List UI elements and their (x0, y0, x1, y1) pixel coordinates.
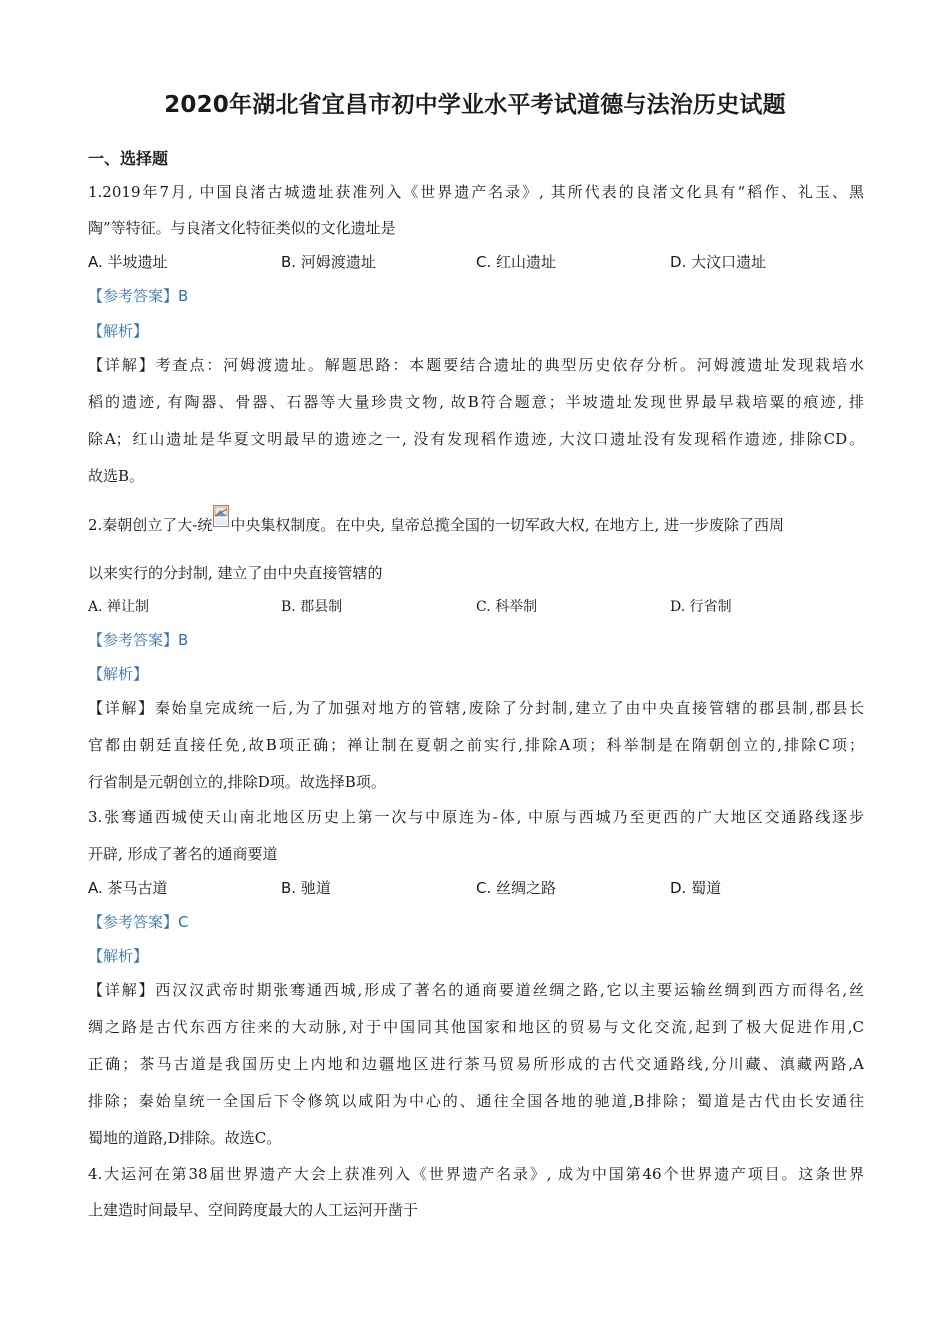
question-3-option-c: C. 丝绸之路 (476, 879, 557, 897)
question-3-option-d: D. 蜀道 (670, 879, 722, 897)
question-3-option-a: A. 茶马古道 (88, 879, 168, 897)
question-1-detail-line-3: 除A；红山遗址是华夏文明最早的遗迹之一, 没有发现稻作遗迹, 大汶口遗址没有发现稻作遗迹, 排除CD。 (88, 430, 864, 448)
section-heading: 一、选择题 (88, 149, 169, 168)
question-3-detail-line-5: 蜀地的道路,D排除。故选C。 (88, 1129, 282, 1147)
question-1-option-c: C. 红山遗址 (476, 253, 557, 271)
question-3-detail-line-2: 绸之路是古代东西方往来的大动脉,对于中国同其他国家和地区的贸易与文化交流,起到了极大促进作用,C (88, 1018, 864, 1036)
question-1-analysis-label: 【解析】 (88, 322, 149, 340)
question-1-stem-line-1: 1.2019年7月, 中国良渚古城遗址获准列入《世界遗产名录》, 其所代表的良渚文化具有“稻作、礼玉、黑 (88, 183, 864, 201)
question-1-answer: 【参考答案】B (88, 287, 189, 305)
question-2-stem-part-b: 中央集权制度。在中央, 皇帝总揽全国的一切军政大权, 在地方上, 进一步废除了西周 (230, 516, 785, 534)
question-1-stem-line-2: 陶”等特征。与良渚文化特征类似的文化遗址是 (88, 219, 396, 237)
question-1-detail-line-1: 【详解】考查点：河姆渡遗址。解题思路：本题要结合遗址的典型历史依存分析。河姆渡遗址发现栽培水 (88, 356, 864, 374)
question-2-detail-line-1: 【详解】秦始皇完成统一后,为了加强对地方的管辖,废除了分封制,建立了由中央直接管辖的郡县制,郡县长 (88, 699, 864, 717)
question-2-option-a: A. 禅让制 (88, 599, 150, 615)
question-4-stem-line-1: 4.大运河在第38届世界遗产大会上获准列入《世界遗产名录》, 成为中国第46个世界遗产项目。这条世界 (88, 1165, 864, 1183)
question-1-detail-line-4: 故选B。 (88, 467, 145, 485)
question-2-stem-part-a: 2.秦朝创立了大-统 (88, 516, 213, 534)
question-3-option-b: B. 驰道 (281, 879, 331, 897)
question-3-detail-line-1: 【详解】西汉汉武帝时期张骞通西城,形成了著名的通商要道丝绸之路,它以主要运输丝绸到西方而得名,丝 (88, 981, 864, 999)
question-2-stem-line-2: 以来实行的分封制, 建立了由中央直接管辖的 (88, 564, 383, 582)
question-2-stem-line-1 (88, 513, 864, 535)
question-1-detail-line-2: 稻的遗迹, 有陶器、骨器、石器等大量珍贵文物, 故B符合题意；半坡遗址发现世界最早栽培粟的痕迹, 排 (88, 393, 864, 411)
question-1-option-d: D. 大汶口遗址 (670, 253, 767, 271)
question-2-analysis-label: 【解析】 (88, 665, 149, 683)
question-3-stem-line-2: 开辟, 形成了著名的通商要道 (88, 845, 278, 863)
question-1-option-b: B. 河姆渡遗址 (281, 253, 376, 271)
question-3-answer: 【参考答案】C (88, 913, 189, 931)
question-3-stem-line-1: 3.张骞通西城使天山南北地区历史上第一次与中原连为-体, 中原与西城乃至更西的广大地区交通路线逐步 (88, 808, 864, 826)
page-title: 2020年湖北省宜昌市初中学业水平考试道德与法治历史试题 (164, 92, 786, 118)
question-2-option-b: B. 郡县制 (281, 599, 343, 615)
question-3-analysis-label: 【解析】 (88, 947, 149, 965)
question-2-detail-line-3: 行省制是元朝创立的,排除D项。故选择B项。 (88, 773, 386, 791)
question-1-option-a: A. 半坡遗址 (88, 253, 168, 271)
question-2-option-d: D. 行省制 (670, 599, 732, 615)
question-2-answer: 【参考答案】B (88, 631, 189, 649)
question-2-option-c: C. 科举制 (476, 599, 538, 615)
question-4-stem-line-2: 上建造时间最早、空间跨度最大的人工运河开凿于 (88, 1201, 419, 1219)
broken-image-icon (213, 505, 229, 527)
question-3-detail-line-4: 排除；秦始皇统一全国后下令修筑以咸阳为中心的、通往全国各地的驰道,B排除；蜀道是古代由长安通往 (88, 1092, 864, 1110)
question-3-detail-line-3: 正确；茶马古道是我国历史上内地和边疆地区进行茶马贸易所形成的古代交通路线,分川藏、滇藏两路,A (88, 1055, 864, 1073)
question-2-detail-line-2: 官都由朝廷直接任免,故B项正确；禅让制在夏朝之前实行,排除A项；科举制是在隋朝创立的,排除C项； (88, 736, 864, 754)
